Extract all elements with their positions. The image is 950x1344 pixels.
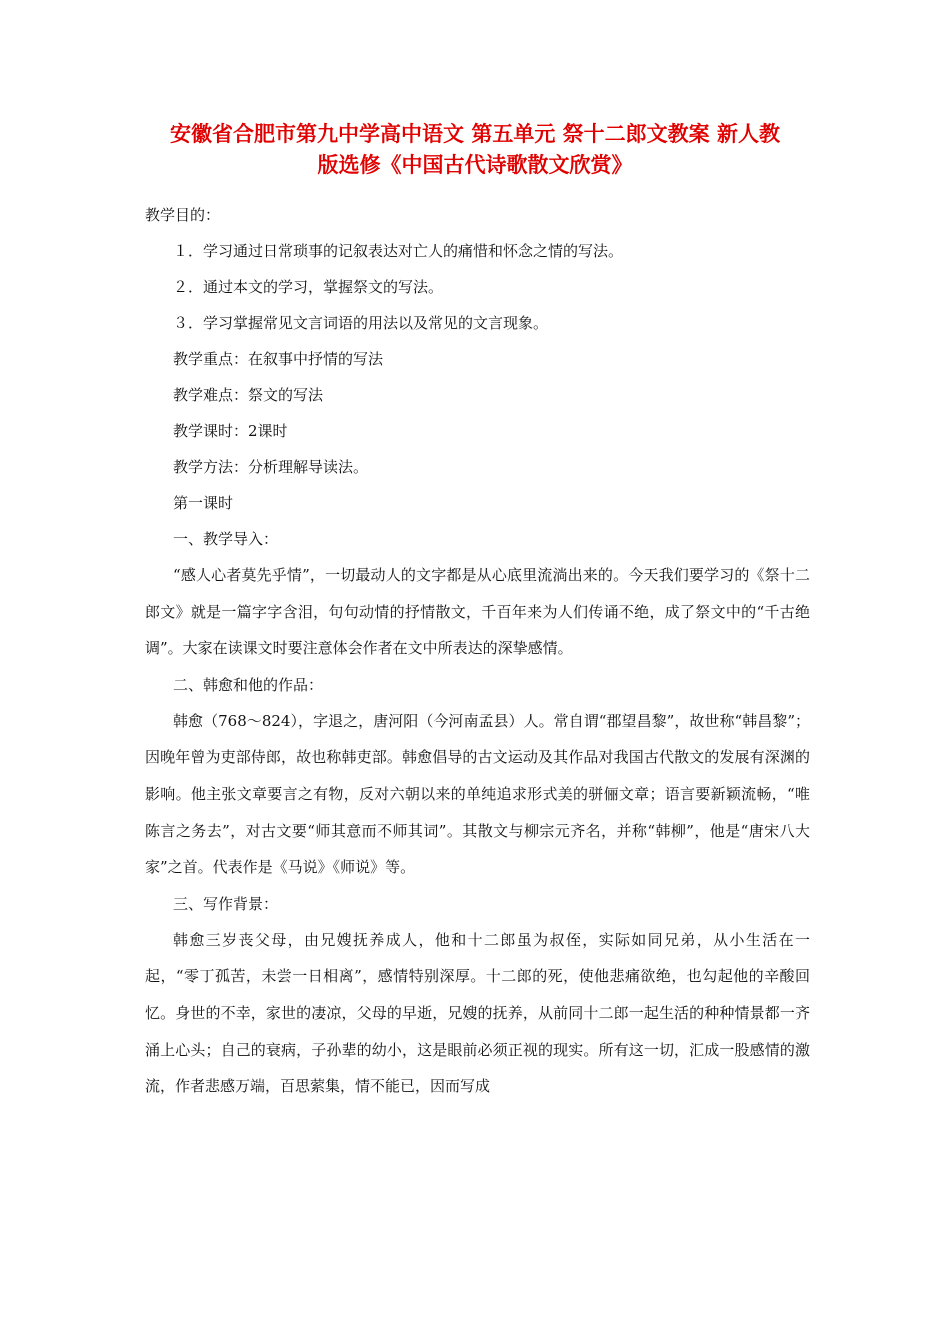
section-3-heading: 三、写作背景： bbox=[173, 894, 279, 913]
difficulty: 教学难点：祭文的写法 bbox=[173, 386, 324, 404]
title-line-1: 安徽省合肥市第九中学高中语文 第五单元 祭十二郎文教案 新人教 bbox=[170, 121, 780, 146]
section-1-paragraph: “感人心者莫先乎情”，一切最动人的文字都是从心底里流淌出来的。今天我们要学习的《祭十二郎文》就是一篇字字含泪，句句动情的抒情散文，千百年来为人们传诵不绝，成了祭文中的“千古绝调”。大家在读课文时要注意体会作者在文中所表达的深挚感情。 bbox=[145, 566, 810, 658]
key-point: 教学重点：在叙事中抒情的写法 bbox=[173, 350, 384, 368]
document-title bbox=[140, 118, 810, 180]
objective-item-2: ２．通过本文的学习，掌握祭文的写法。 bbox=[173, 278, 444, 296]
title-line-2: 版选修《中国古代诗歌散文欣赏》 bbox=[317, 152, 633, 177]
teaching-method: 教学方法：分析理解导读法。 bbox=[173, 458, 369, 476]
section-2-paragraph: 韩愈（768～824），字退之，唐河阳（今河南孟县）人。常自谓“郡望昌黎”，故世称“韩昌黎”；因晚年曾为吏部侍郎，故也称韩吏部。韩愈倡导的古文运动及其作品对我国古代散文的发展有深渊的影响。他主张文章要言之有物，反对六朝以来的单纯追求形式美的骈俪文章；语言要新颖流畅，“唯陈言之务去”，对古文要“师其意而不师其词”。其散文与柳宗元齐名，并称“韩柳”，他是“唐宋八大家”之首。代表作是《马说》《师说》等。 bbox=[145, 711, 810, 877]
objective-item-3: ３．学习掌握常见文言词语的用法以及常见的文言现象。 bbox=[173, 314, 549, 332]
document-body bbox=[145, 197, 810, 1105]
objectives-heading: 教学目的： bbox=[145, 206, 221, 224]
objective-item-1: １．学习通过日常琐事的记叙表达对亡人的痛惜和怀念之情的写法。 bbox=[173, 242, 624, 260]
section-2-heading: 二、韩愈和他的作品： bbox=[173, 675, 324, 694]
teaching-hours: 教学课时：2课时 bbox=[173, 422, 288, 440]
section-1-heading: 一、教学导入： bbox=[173, 530, 279, 548]
lesson-heading: 第一课时 bbox=[173, 494, 234, 512]
section-3-paragraph: 韩愈三岁丧父母，由兄嫂抚养成人，他和十二郎虽为叔侄，实际如同兄弟，从小生活在一 起，“零丁孤苦，未尝一日相离”，感情特别深厚。十二郎的死，使他悲痛欲绝，也勾起他的辛酸回忆。身世的不幸，家世的凄凉，父母的早逝，兄嫂的抚养，从前同十二郎一起生活的种种情景都一齐涌上心头；自己的衰病，子孙辈的幼小，这是眼前必须正视的现实。所有这一切，汇成一股感情的激流，作者悲感万端，百思萦集，情不能已，因而写成 bbox=[145, 930, 810, 1096]
